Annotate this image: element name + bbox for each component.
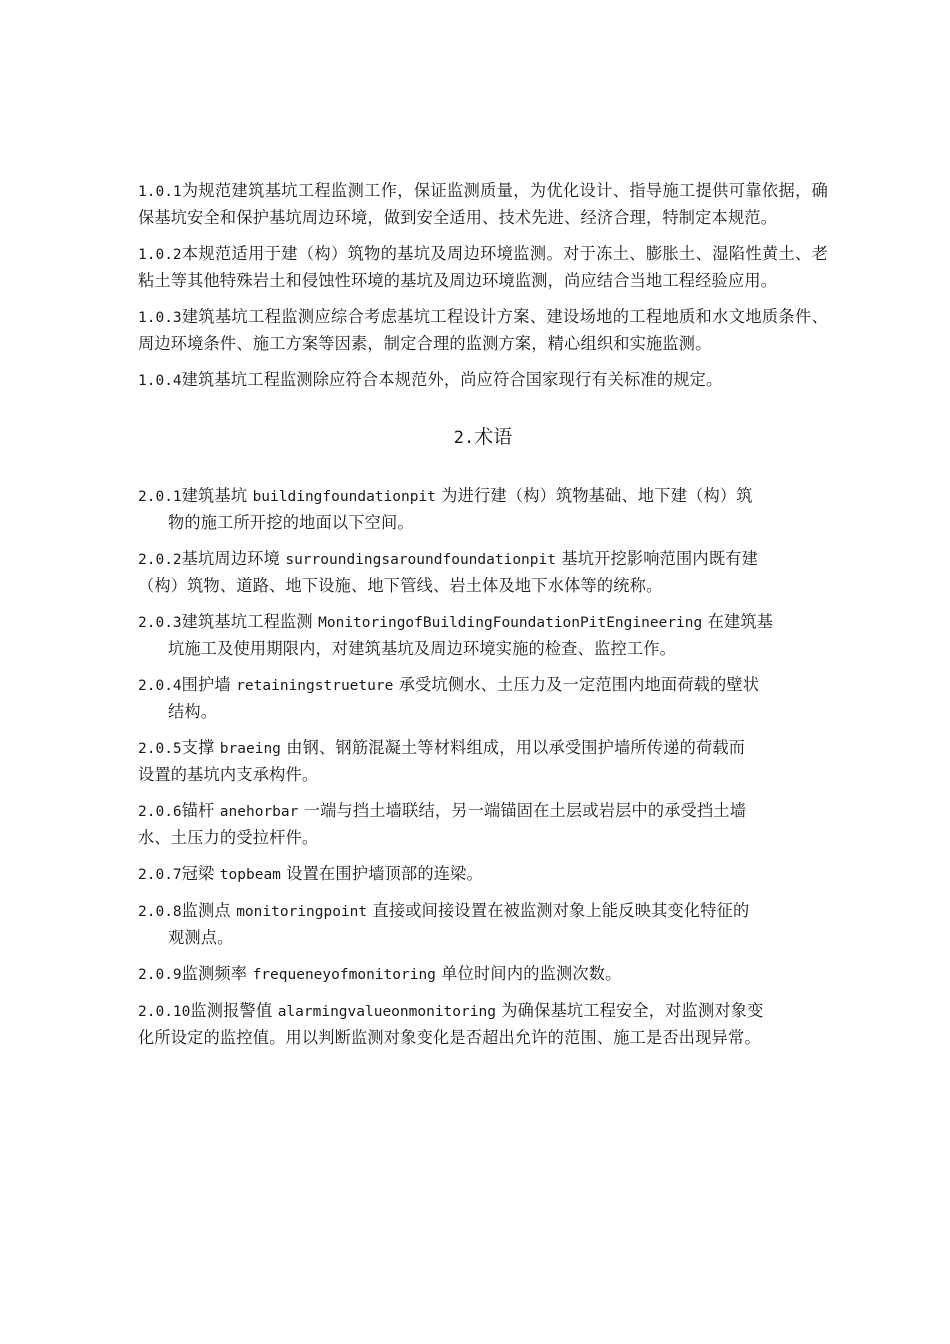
term-number: 2.0.9 bbox=[138, 967, 182, 983]
term-2-0-2 bbox=[138, 546, 828, 599]
term-number: 2.0.3 bbox=[138, 615, 182, 631]
term-definition: 为进行建（构）筑物基础、地下建（构）筑 bbox=[441, 486, 753, 505]
term-en: MonitoringofBuildingFoundationPitEngineering bbox=[318, 615, 703, 631]
term-en: frequeneyofmonitoring bbox=[252, 967, 436, 983]
section-number: 2. bbox=[453, 428, 475, 448]
clause-number: 1.0.2 bbox=[138, 247, 182, 263]
term-en: topbeam bbox=[219, 867, 281, 883]
term-zh: 支撑 bbox=[181, 738, 215, 757]
section-heading bbox=[138, 422, 828, 453]
term-definition: 单位时间内的监测次数。 bbox=[441, 964, 622, 983]
clause-1-0-2 bbox=[138, 241, 828, 294]
term-zh: 基坑周边环境 bbox=[181, 549, 280, 568]
term-en: retainingstrueture bbox=[236, 678, 394, 694]
term-2-0-10 bbox=[138, 998, 828, 1051]
term-2-0-3 bbox=[138, 609, 828, 662]
clause-number: 1.0.1 bbox=[138, 184, 182, 200]
term-en: surroundingsaroundfoundationpit bbox=[285, 552, 556, 568]
term-2-0-4 bbox=[138, 672, 828, 725]
term-number: 2.0.4 bbox=[138, 678, 182, 694]
clause-1-0-3 bbox=[138, 304, 828, 357]
term-definition-cont: 化所设定的监控值。用以判断监测对象变化是否超出允许的范围、施工是否出现异常。 bbox=[138, 1028, 761, 1047]
term-definition-cont: 坑施工及使用期限内，对建筑基坑及周边环境实施的检查、监控工作。 bbox=[168, 639, 677, 658]
term-2-0-1 bbox=[138, 483, 828, 536]
term-number: 2.0.6 bbox=[138, 804, 182, 820]
term-definition-cont: 水、土压力的受拉杆件。 bbox=[138, 828, 319, 847]
term-en: anehorbar bbox=[219, 804, 299, 820]
term-zh: 建筑基坑 bbox=[181, 486, 248, 505]
term-number: 2.0.2 bbox=[138, 552, 182, 568]
term-definition: 直接或间接设置在被监测对象上能反映其变化特征的 bbox=[372, 901, 750, 920]
term-definition: 设置在围护墙顶部的连梁。 bbox=[286, 864, 483, 883]
clause-number: 1.0.3 bbox=[138, 310, 182, 326]
term-2-0-8 bbox=[138, 898, 828, 951]
term-definition-cont: 观测点。 bbox=[168, 928, 234, 947]
term-number: 2.0.5 bbox=[138, 741, 182, 757]
term-number: 2.0.1 bbox=[138, 489, 182, 505]
term-definition: 承受坑侧水、土压力及一定范围内地面荷载的壁状 bbox=[398, 675, 760, 694]
term-zh: 锚杆 bbox=[181, 801, 215, 820]
clause-text: 本规范适用于建（构）筑物的基坑及周边环境监测。对于冻土、膨胀土、湿陷性黄土、老粘土等其他特殊岩土和侵蚀性环境的基坑及周边环境监测，尚应结合当地工程经验应用。 bbox=[138, 244, 828, 290]
term-en: braeing bbox=[219, 741, 281, 757]
clause-1-0-4 bbox=[138, 367, 828, 394]
clause-text: 建筑基坑工程监测除应符合本规范外，尚应符合国家现行有关标准的规定。 bbox=[181, 370, 723, 389]
term-en: monitoringpoint bbox=[236, 904, 368, 920]
term-definition: 基坑开挖影响范围内既有建 bbox=[561, 549, 758, 568]
clause-1-0-1 bbox=[138, 178, 828, 231]
term-definition: 在建筑基 bbox=[707, 612, 774, 631]
term-2-0-5 bbox=[138, 735, 828, 788]
term-number: 2.0.10 bbox=[138, 1004, 191, 1020]
term-zh: 监测点 bbox=[181, 901, 231, 920]
term-zh: 监测报警值 bbox=[190, 1001, 273, 1020]
term-zh: 建筑基坑工程监测 bbox=[181, 612, 313, 631]
term-definition-cont: 设置的基坑内支承构件。 bbox=[138, 765, 319, 784]
clause-number: 1.0.4 bbox=[138, 373, 182, 389]
term-2-0-9 bbox=[138, 961, 828, 988]
section-title-text: 术语 bbox=[474, 426, 513, 448]
term-number: 2.0.8 bbox=[138, 904, 182, 920]
term-zh: 冠梁 bbox=[181, 864, 215, 883]
term-en: alarmingvalueonmonitoring bbox=[277, 1004, 496, 1020]
term-zh: 围护墙 bbox=[181, 675, 231, 694]
term-definition: 由钢、钢筋混凝土等材料组成，用以承受围护墙所传递的荷载而 bbox=[286, 738, 746, 757]
term-zh: 监测频率 bbox=[181, 964, 248, 983]
clause-text: 为规范建筑基坑工程监测工作，保证监测质量，为优化设计、指导施工提供可靠依据，确保基坑安全和保护基坑周边环境，做到安全适用、技术先进、经济合理，特制定本规范。 bbox=[138, 181, 828, 227]
clause-text: 建筑基坑工程监测应综合考虑基坑工程设计方案、建设场地的工程地质和水文地质条件、周边环境条件、施工方案等因素，制定合理的监测方案，精心组织和实施监测。 bbox=[138, 307, 828, 353]
term-number: 2.0.7 bbox=[138, 867, 182, 883]
term-definition-cont: （构）筑物、道路、地下设施、地下管线、岩土体及地下水体等的统称。 bbox=[138, 576, 663, 595]
term-definition: 一端与挡土墙联结，另一端锚固在土层或岩层中的承受挡土墙 bbox=[303, 801, 747, 820]
document-page bbox=[138, 178, 828, 1061]
term-2-0-6 bbox=[138, 798, 828, 851]
term-definition-cont: 结构。 bbox=[168, 702, 218, 721]
term-definition: 为确保基坑工程安全，对监测对象变 bbox=[501, 1001, 764, 1020]
term-en: buildingfoundationpit bbox=[252, 489, 436, 505]
term-definition-cont: 物的施工所开挖的地面以下空间。 bbox=[168, 513, 414, 532]
term-2-0-7 bbox=[138, 861, 828, 888]
